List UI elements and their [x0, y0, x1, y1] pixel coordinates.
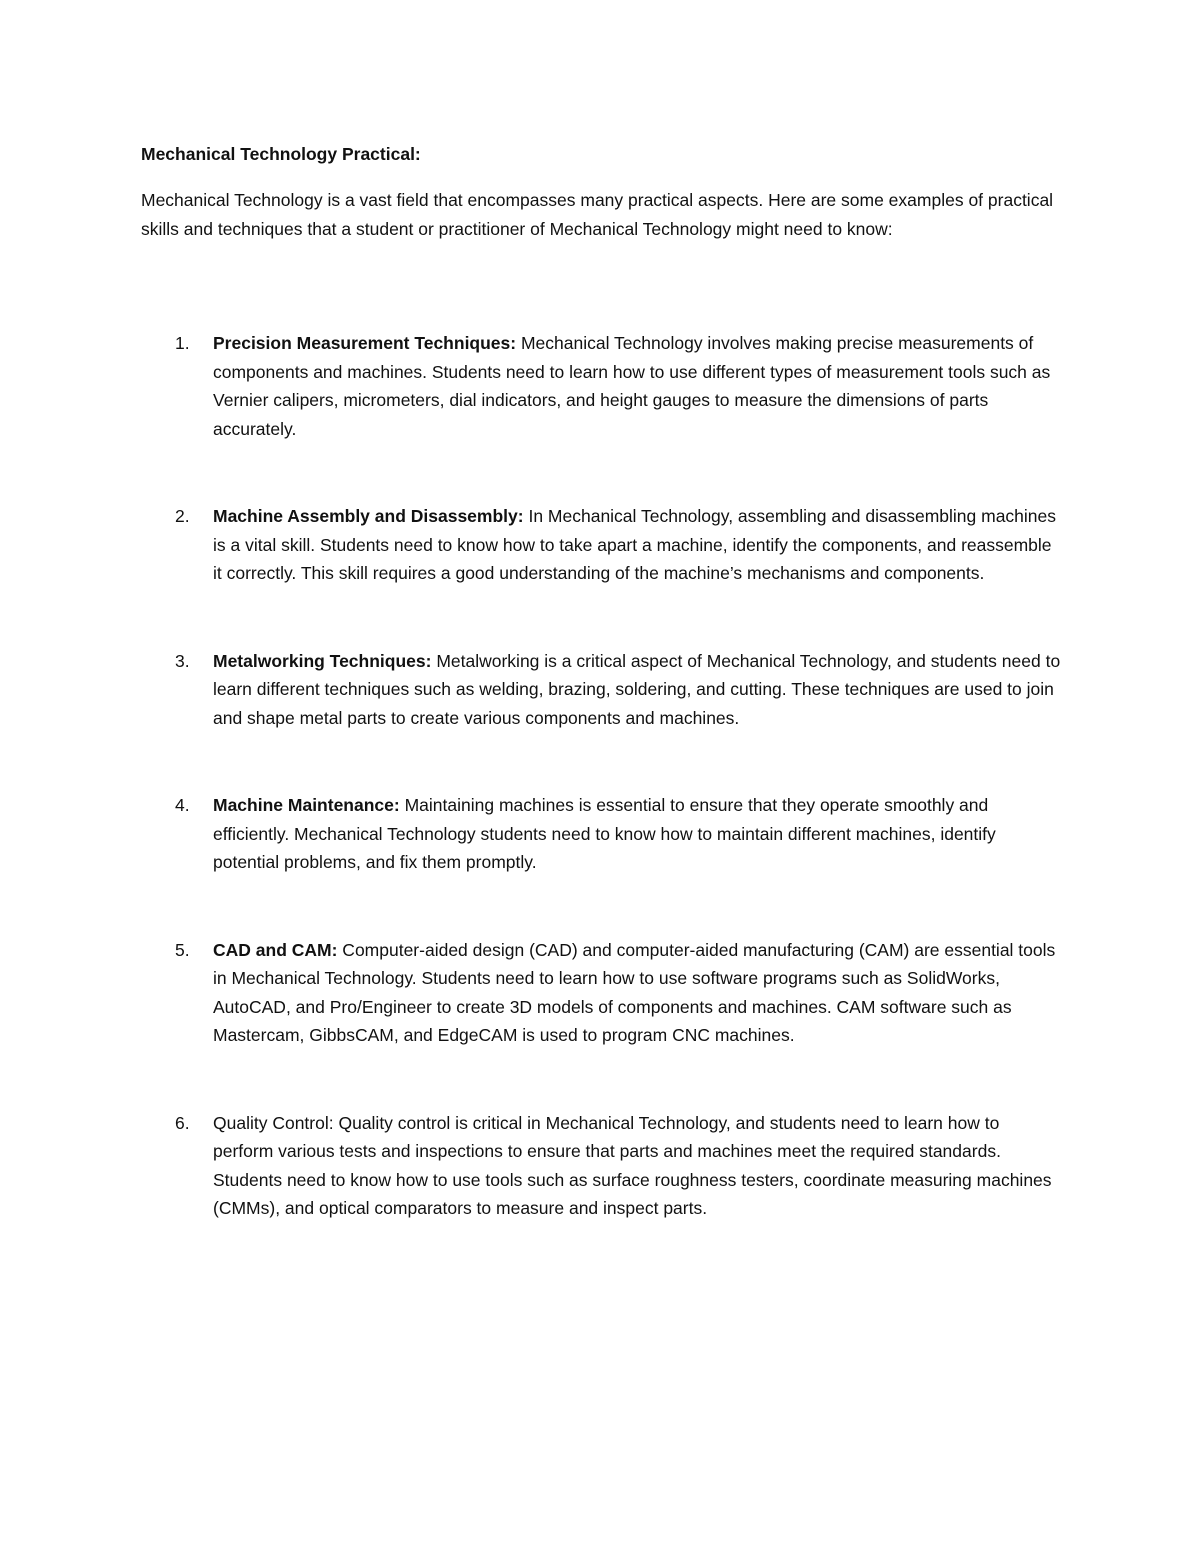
list-item-text: In Mechanical Technology, assembling and disassembling machines is a vital skill. Students need to know how to take apart a machine, identify the components, and reassemble it correctly. This skill requires a good understanding of the machine’s mechanisms and components. [213, 506, 1057, 583]
list-item-number: 4. [175, 795, 190, 815]
list-item-label: Precision Measurement Techniques: [213, 333, 517, 353]
list-item-text: Mechanical Technology involves making precise measurements of components and machines. Students need to learn how to use different types of measurement tools such as Vernier calipers, micrometers, dial indicators, and height gauges to measure the dimensions of parts accurately. [213, 333, 1051, 439]
list-item [141, 502, 1061, 588]
list-item-label: Machine Maintenance: [213, 795, 400, 815]
list-item [141, 791, 1061, 877]
list-item [141, 1109, 1061, 1223]
list-item-number: 5. [175, 939, 190, 960]
list-item-number: 3. [175, 650, 190, 671]
list-item-text: Maintaining machines is essential to ensure that they operate smoothly and efficiently. Mechanical Technology students need to know how to maintain different machines, identify potential problems, and fix them promptly. [213, 795, 996, 872]
document-title: Mechanical Technology Practical: [141, 144, 421, 164]
list-item [141, 329, 1061, 443]
list-item-number: 2. [175, 506, 190, 526]
document-body [141, 140, 1061, 1223]
list-item-label: Metalworking Techniques: [213, 650, 432, 671]
skills-list [141, 329, 1061, 1223]
list-item-text: Quality control is critical in Mechanical Technology, and students need to learn how to perform various tests and inspections to ensure that parts and machines meet the required standards. Students need to know how to use tools such as surface roughness testers, coordinate measuring machines (CMMs), and optical comparators to measure and inspect parts. [213, 1112, 1052, 1218]
list-item-text: Computer-aided design (CAD) and computer-aided manufacturing (CAM) are essential tools in Mechanical Technology. Students need to learn how to use software programs such as SolidWorks, AutoCAD, and Pro/Engineer to create 3D models of components and machines. CAM software such as Mastercam, GibbsCAM, and EdgeCAM is used to program CNC machines. [213, 939, 1056, 1045]
list-item-number: 1. [175, 333, 190, 353]
intro-paragraph: Mechanical Technology is a vast field that encompasses many practical aspects. Here are some examples of practical skills and techniques that a student or practitioner of Mechanical Technology might need to know: [141, 190, 1054, 239]
list-item-text: Metalworking is a critical aspect of Mechanical Technology, and students need to learn different techniques such as welding, brazing, soldering, and cutting. These techniques are used to join and shape metal parts to create various components and machines. [213, 650, 1061, 728]
list-item-label: Machine Assembly and Disassembly: [213, 506, 524, 526]
list-item-label: CAD and CAM: [213, 939, 338, 960]
list-item [141, 647, 1061, 733]
list-item-label: Quality Control: [213, 1112, 334, 1133]
list-item [141, 936, 1061, 1050]
list-item-number: 6. [175, 1112, 190, 1133]
